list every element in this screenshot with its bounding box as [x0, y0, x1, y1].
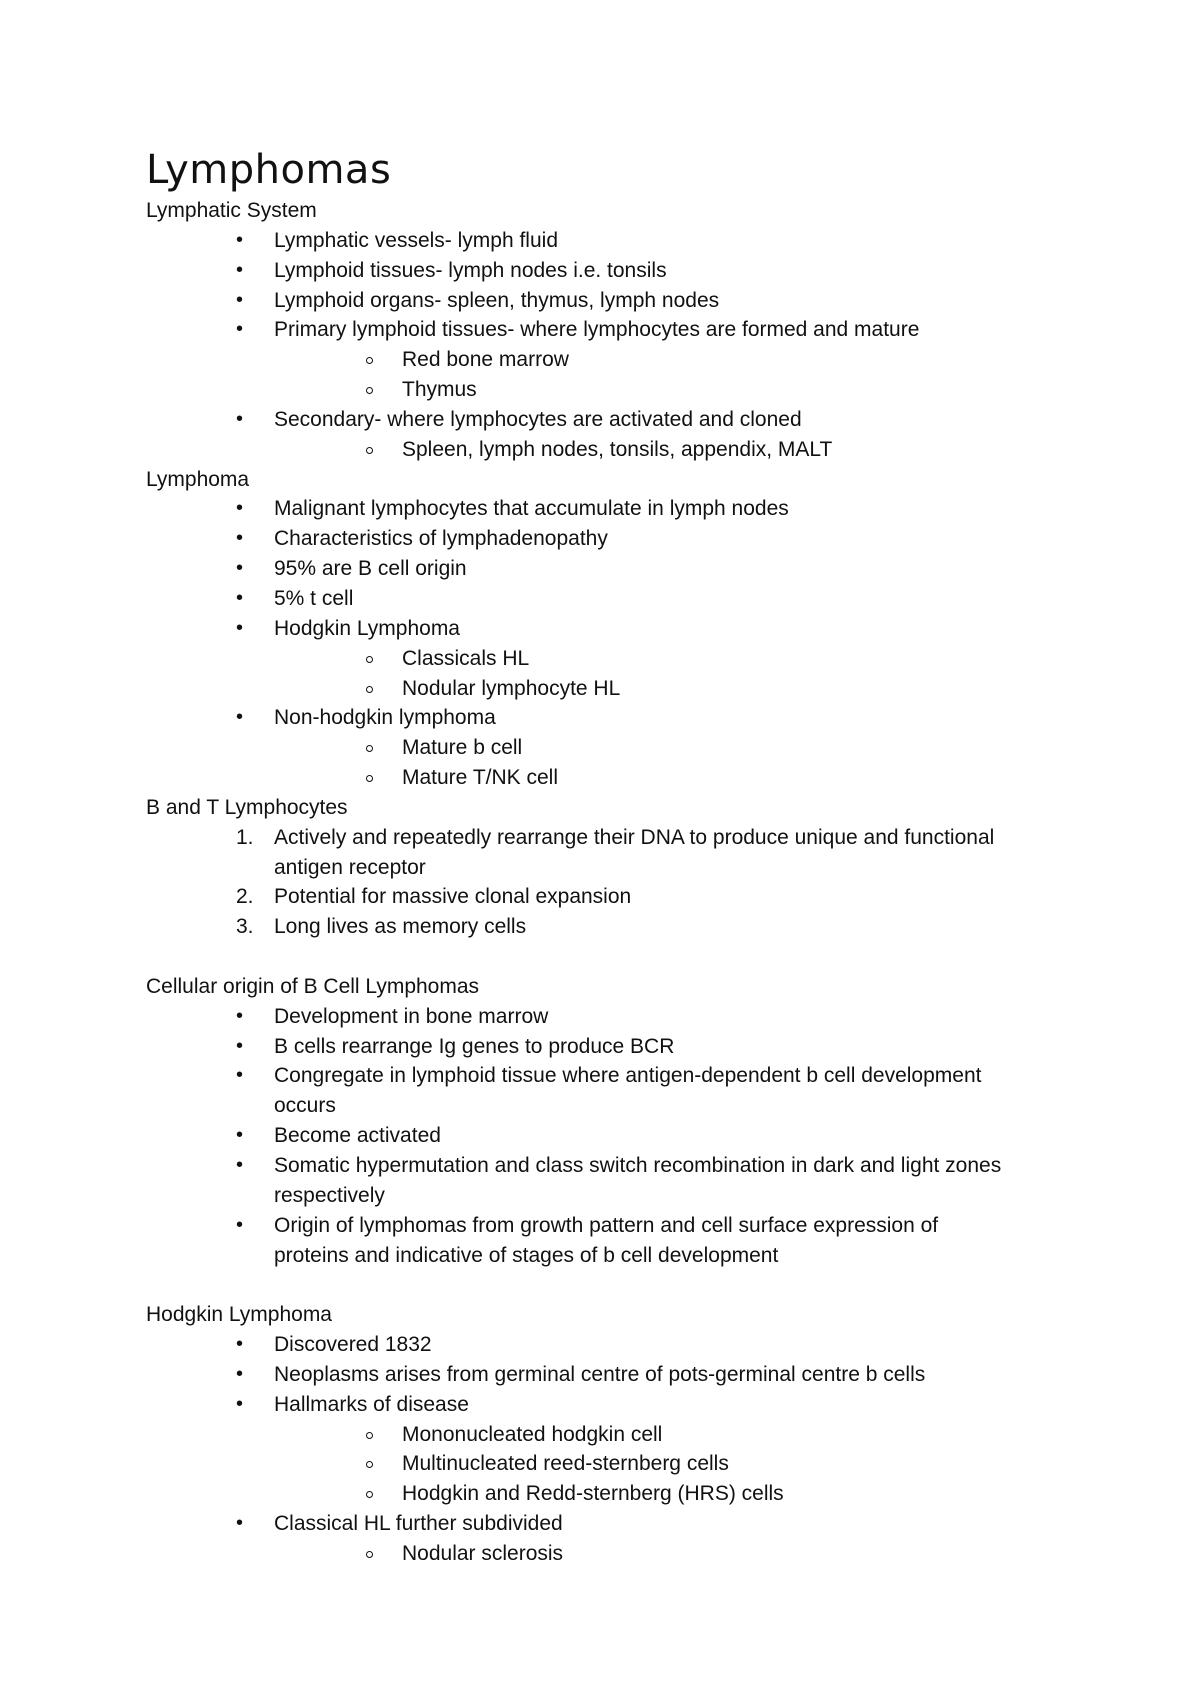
sub-list-item: [146, 1539, 1066, 1569]
bullet-icon: •: [236, 527, 244, 550]
list-item: [146, 256, 1066, 286]
bullet-icon: •: [236, 616, 244, 639]
sub-item-text: Multinucleated reed-sternberg cells: [402, 1452, 729, 1476]
section-heading: Hodgkin Lymphoma: [146, 1303, 332, 1327]
sub-item-text: Spleen, lymph nodes, tonsils, appendix, MALT: [402, 437, 833, 461]
bullet-icon: •: [236, 1512, 244, 1535]
numbered-item-line: antigen receptor: [274, 855, 426, 879]
sub-list-item: [146, 1420, 1066, 1450]
sub-list-item: [146, 375, 1066, 405]
list-item-text: Hodgkin Lymphoma: [274, 616, 460, 640]
bullet-icon: •: [236, 288, 244, 311]
item-number: 2.: [236, 885, 254, 909]
list-item-text: Malignant lymphocytes that accumulate in lymph nodes: [274, 497, 789, 521]
list-item-text: Characteristics of lymphadenopathy: [274, 527, 608, 551]
sub-list-item: [146, 763, 1066, 793]
circle-bullet-icon: [366, 656, 373, 663]
page-title: Lymphomas: [146, 147, 392, 193]
bullet-icon: •: [236, 407, 244, 430]
list-item: [146, 405, 1066, 435]
item-number: 1.: [236, 825, 254, 849]
list-item-text: Lymphoid tissues- lymph nodes i.e. tonsils: [274, 258, 667, 282]
sub-item-text: Mature T/NK cell: [402, 766, 558, 790]
list-item-line: occurs: [274, 1094, 336, 1118]
bullet-icon: •: [236, 1392, 244, 1415]
bullet-icon: •: [236, 1064, 244, 1087]
list-item-text: Lymphoid organs- spleen, thymus, lymph nodes: [274, 288, 720, 312]
bullet-list: [146, 1330, 1066, 1569]
list-item: [146, 1360, 1066, 1390]
bullet-icon: •: [236, 706, 244, 729]
sub-item-text: Mononucleated hodgkin cell: [402, 1422, 663, 1446]
bullet-icon: •: [236, 557, 244, 580]
list-item: [146, 1390, 1066, 1420]
sub-list-item: [146, 1449, 1066, 1479]
list-item: [146, 1032, 1066, 1062]
list-item: [146, 1121, 1066, 1151]
list-item-text: Secondary- where lymphocytes are activated and cloned: [274, 407, 802, 431]
numbered-item: [146, 912, 1066, 942]
bullet-list: [146, 226, 1066, 465]
list-item-line: Somatic hypermutation and class switch recombination in dark and light zones: [274, 1154, 1002, 1177]
list-item-text: Neoplasms arises from germinal centre of pots-germinal centre b cells: [274, 1362, 926, 1386]
bullet-icon: •: [236, 1362, 244, 1385]
list-item-line: Origin of lymphomas from growth pattern and cell surface expression of: [274, 1213, 939, 1237]
list-item-text: Become activated: [274, 1124, 441, 1148]
list-item: [146, 315, 1066, 345]
blank-line: [146, 942, 1066, 972]
sub-item-text: Thymus: [402, 378, 477, 402]
list-item: [146, 1061, 1066, 1121]
bullet-icon: •: [236, 258, 244, 281]
list-item: [146, 614, 1066, 644]
list-item-line: proteins and indicative of stages of b cell development: [274, 1243, 779, 1267]
sub-item-text: Red bone marrow: [402, 348, 569, 372]
blank-line: [146, 1270, 1066, 1300]
numbered-item-line: Actively and repeatedly rearrange their DNA to produce unique and functional: [274, 825, 995, 849]
numbered-item-line: Potential for massive clonal expansion: [274, 885, 632, 909]
numbered-item-line: Long lives as memory cells: [274, 915, 527, 939]
list-item: [146, 1211, 1066, 1271]
list-item-line: respectively: [274, 1183, 385, 1207]
sub-item-text: Mature b cell: [402, 736, 523, 760]
bullet-icon: •: [236, 586, 244, 609]
numbered-list: [146, 823, 1066, 942]
list-item-text: 95% are B cell origin: [274, 557, 467, 581]
circle-bullet-icon: [366, 1461, 373, 1468]
section-heading: Lymphatic System: [146, 199, 317, 222]
numbered-item: [146, 882, 1066, 912]
section-heading: Cellular origin of B Cell Lymphomas: [146, 974, 480, 998]
document-body: [146, 196, 1066, 1569]
list-item-text: Primary lymphoid tissues- where lymphocytes are formed and mature: [274, 318, 920, 342]
list-item: [146, 554, 1066, 584]
bullet-icon: •: [236, 1124, 244, 1147]
list-item-text: Non-hodgkin lymphoma: [274, 706, 496, 730]
list-item: [146, 286, 1066, 316]
list-item-text: Development in bone marrow: [274, 1004, 549, 1028]
numbered-item: [146, 823, 1066, 883]
list-item: [146, 226, 1066, 256]
bullet-icon: •: [236, 228, 244, 251]
bullet-list: [146, 1002, 1066, 1271]
list-item: [146, 1002, 1066, 1032]
bullet-icon: •: [236, 1004, 244, 1027]
item-number: 3.: [236, 915, 254, 939]
sub-list-item: [146, 345, 1066, 375]
list-item-text: B cells rearrange Ig genes to produce BCR: [274, 1034, 675, 1058]
circle-bullet-icon: [366, 1491, 373, 1498]
circle-bullet-icon: [366, 387, 373, 394]
section-heading: B and T Lymphocytes: [146, 795, 348, 819]
list-item-text: Classical HL further subdivided: [274, 1512, 563, 1536]
circle-bullet-icon: [366, 1432, 373, 1439]
list-item-text: Lymphatic vessels- lymph fluid: [274, 228, 558, 252]
circle-bullet-icon: [366, 357, 373, 364]
circle-bullet-icon: [366, 447, 373, 454]
list-item: [146, 524, 1066, 554]
list-item: [146, 1330, 1066, 1360]
bullet-icon: •: [236, 1213, 244, 1236]
sub-item-text: Classicals HL: [402, 646, 530, 670]
section-heading: Lymphoma: [146, 467, 250, 491]
bullet-icon: •: [236, 1333, 244, 1356]
sub-list-item: [146, 733, 1066, 763]
sub-list-item: [146, 435, 1066, 465]
list-item-text: Hallmarks of disease: [274, 1392, 469, 1416]
bullet-list: [146, 494, 1066, 792]
bullet-icon: •: [236, 1154, 244, 1176]
bullet-icon: •: [236, 318, 244, 341]
circle-bullet-icon: [366, 745, 373, 752]
sub-list-item: [146, 674, 1066, 704]
list-item: [146, 494, 1066, 524]
circle-bullet-icon: [366, 686, 373, 693]
sub-list-item: [146, 644, 1066, 674]
sub-item-text: Hodgkin and Redd-sternberg (HRS) cells: [402, 1482, 784, 1506]
list-item: [146, 1509, 1066, 1539]
list-item-text: Discovered 1832: [274, 1333, 432, 1357]
list-item-line: Congregate in lymphoid tissue where antigen-dependent b cell development: [274, 1064, 982, 1088]
sub-item-text: Nodular lymphocyte HL: [402, 676, 621, 700]
sub-list-item: [146, 1479, 1066, 1509]
list-item-text: 5% t cell: [274, 586, 354, 610]
circle-bullet-icon: [366, 1551, 373, 1558]
circle-bullet-icon: [366, 775, 373, 782]
bullet-icon: •: [236, 1034, 244, 1057]
list-item: [146, 703, 1066, 733]
list-item: [146, 584, 1066, 614]
list-item: [146, 1151, 1066, 1211]
sub-item-text: Nodular sclerosis: [402, 1541, 564, 1565]
bullet-icon: •: [236, 497, 244, 520]
